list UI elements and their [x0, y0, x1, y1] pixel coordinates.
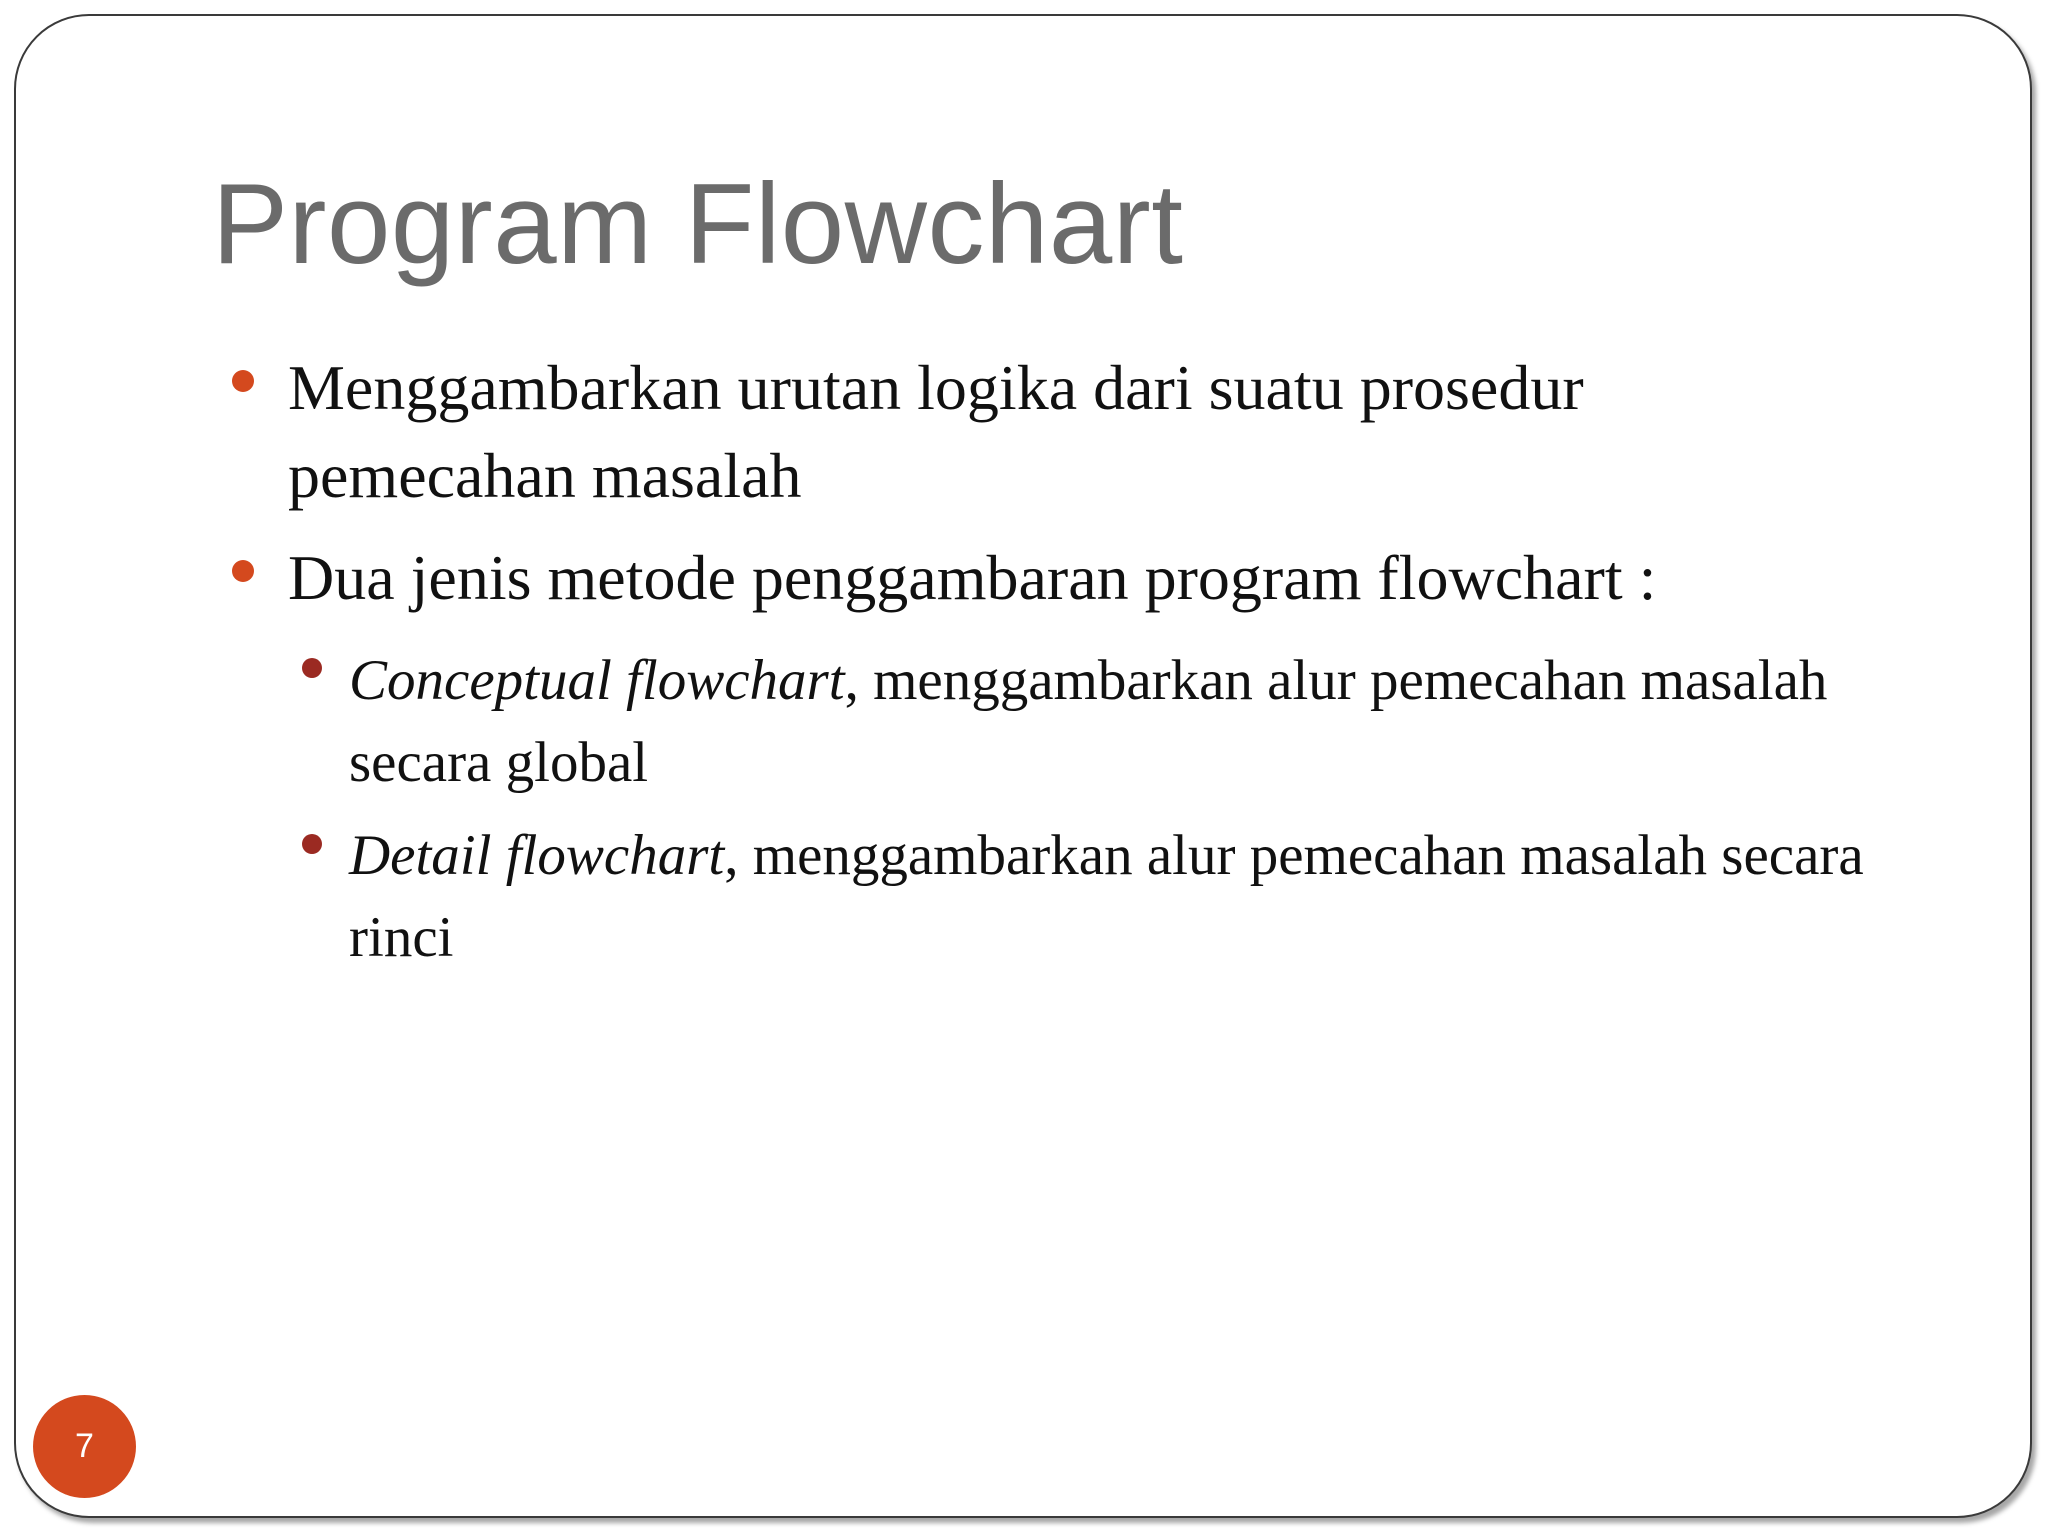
sub-bullet-text: , menggambarkan alur pemecahan masalah secara rinci [349, 824, 1864, 969]
sub-bullet-dot-icon [302, 834, 322, 854]
bullet-text: Menggambarkan urutan logika dari suatu prosedur pemecahan masalah [288, 352, 1584, 511]
bullet-dot-icon [232, 560, 254, 582]
bullet-text: Dua jenis metode penggambaran program flowchart : [288, 542, 1657, 613]
slide-title: Program Flowchart [212, 161, 1184, 288]
sub-bullet-dot-icon [302, 658, 322, 678]
bullet-item [288, 534, 1888, 622]
sub-bullet-term: Conceptual flowchart [349, 649, 845, 712]
sub-bullet-text: , menggambarkan alur pemecahan masalah secara global [349, 649, 1828, 794]
sub-bullet-item [349, 640, 1909, 804]
sub-bullet-item [349, 815, 1949, 979]
sub-bullet-term: Detail flowchart [349, 824, 725, 887]
page-number-badge: 7 [33, 1395, 136, 1498]
bullet-dot-icon [232, 370, 254, 392]
bullet-item [288, 344, 1728, 520]
